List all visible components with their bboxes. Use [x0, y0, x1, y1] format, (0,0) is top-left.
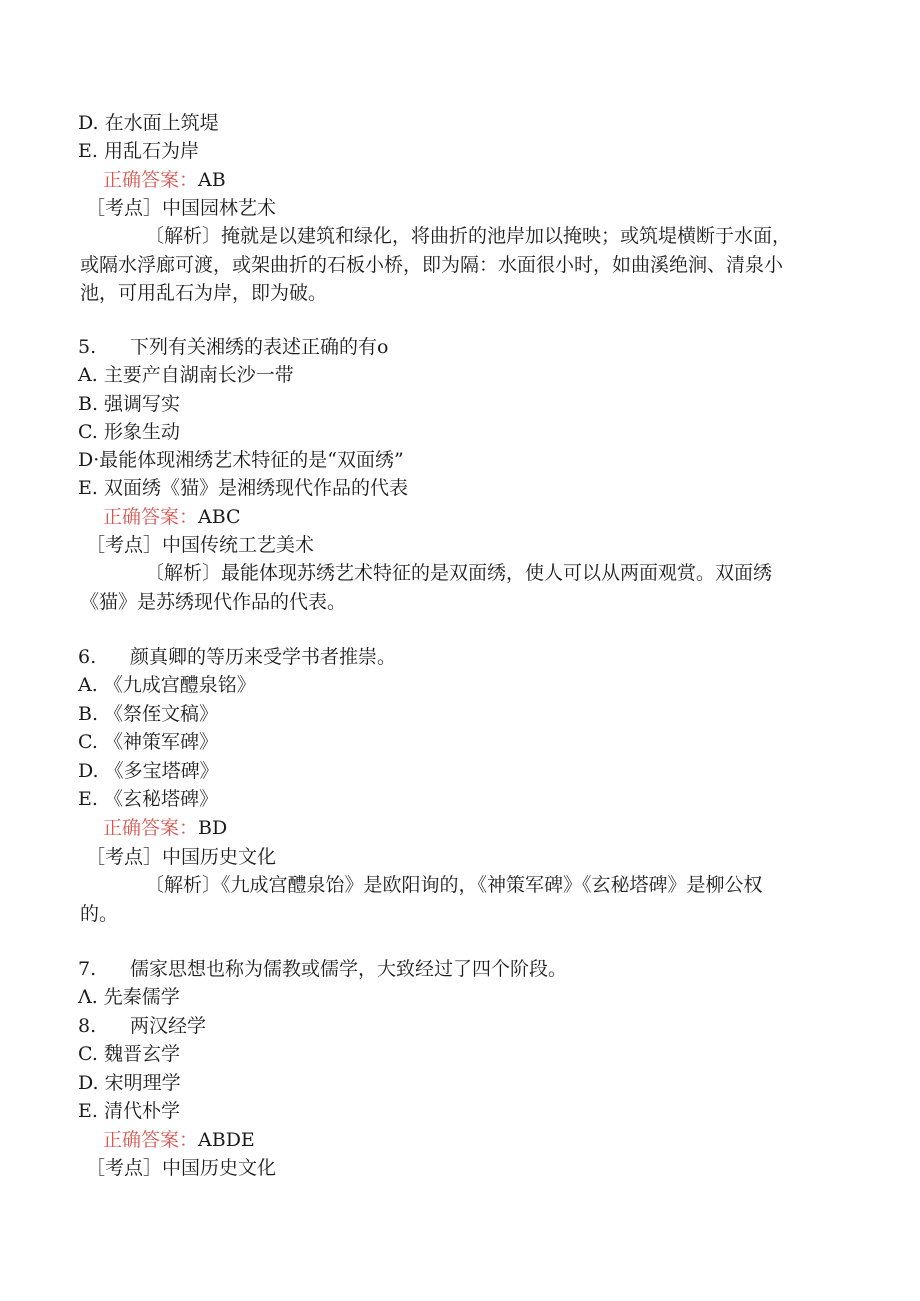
correct-answer: [103, 1128, 255, 1152]
option-a: A. 《九成宫醴泉铭》: [78, 674, 256, 696]
question-7: [78, 957, 568, 981]
option-d: D. 在水面上筑堤: [78, 112, 219, 134]
option-c: C. 《神策军碑》: [78, 731, 218, 753]
analysis-line: 池，可用乱石为岸，即为破。: [80, 282, 328, 304]
question-text: 颜真卿的等历来受学书者推崇。: [130, 646, 397, 668]
question-6: [78, 645, 397, 669]
correct-answer: [103, 816, 227, 840]
question-number: 5.: [78, 336, 97, 358]
question-text: 儒家思想也称为儒教或儒学，大致经过了四个阶段。: [130, 958, 568, 980]
option-e: E. 用乱石为岸: [78, 140, 199, 162]
answer-label: 正确答案：: [103, 817, 199, 839]
answer-value: BD: [198, 817, 228, 839]
kaodian: ［考点］中国园林艺术: [86, 197, 277, 219]
option-8-text: 两汉经学: [130, 1015, 207, 1037]
kaodian: ［考点］中国历史文化: [86, 846, 277, 868]
option-e: E. 双面绣《猫》是湘绣现代作品的代表: [78, 477, 408, 499]
analysis-line: 《猫》是苏绣现代作品的代表。: [80, 591, 347, 613]
option-b: B. 强调写实: [78, 393, 181, 415]
correct-answer: [103, 168, 226, 192]
answer-label: 正确答案：: [103, 1129, 199, 1151]
analysis-line: 〔解析〕掩就是以建筑和绿化，将曲折的池岸加以掩映；或筑堤横断于水面，: [145, 225, 792, 247]
answer-label: 正确答案：: [103, 169, 199, 191]
answer-value: ABC: [198, 506, 241, 528]
analysis-line: 的。: [80, 903, 119, 925]
option-d: D·最能体现湘绣艺术特征的是“双面绣”: [78, 449, 404, 471]
correct-answer: [103, 505, 241, 529]
analysis-line: 〔解析〕最能体现苏绣艺术特征的是双面绣，使人可以从两面观赏。双面绣: [145, 562, 773, 584]
option-a: A. 主要产自湖南长沙一带: [78, 364, 294, 386]
option-b: B. 《祭侄文稿》: [78, 703, 219, 725]
answer-value: AB: [198, 169, 226, 191]
question-number: 6.: [78, 646, 97, 668]
option-8-number: 8.: [78, 1015, 97, 1037]
question-number: 7.: [78, 958, 97, 980]
answer-label: 正确答案：: [103, 506, 199, 528]
option-c: C. 形象生动: [78, 421, 180, 443]
answer-value: ABDE: [198, 1129, 255, 1151]
option-d: D. 《多宝塔碑》: [78, 760, 219, 782]
option-e: E. 清代朴学: [78, 1100, 180, 1122]
option-8: [78, 1014, 207, 1038]
option-c: C. 魏晋玄学: [78, 1043, 180, 1065]
question-text: 下列有关湘绣的表述正确的有o: [130, 336, 389, 358]
analysis-line: 〔解析〕《九成宫醴泉饴》是欧阳询的，《神策军碑》《玄秘塔碑》是柳公权: [145, 874, 763, 896]
analysis-line: 或隔水浮廊可渡，或架曲折的石板小桥，即为隔：水面很小时，如曲溪绝涧、清泉小: [80, 254, 784, 276]
option-d: D. 宋明理学: [78, 1072, 181, 1094]
option-a: Λ. 先秦儒学: [78, 986, 180, 1008]
question-5: [78, 335, 389, 359]
kaodian: ［考点］中国传统工艺美术: [86, 534, 315, 556]
option-e: E. 《玄秘塔碑》: [78, 788, 218, 810]
kaodian: ［考点］中国历史文化: [86, 1157, 277, 1179]
